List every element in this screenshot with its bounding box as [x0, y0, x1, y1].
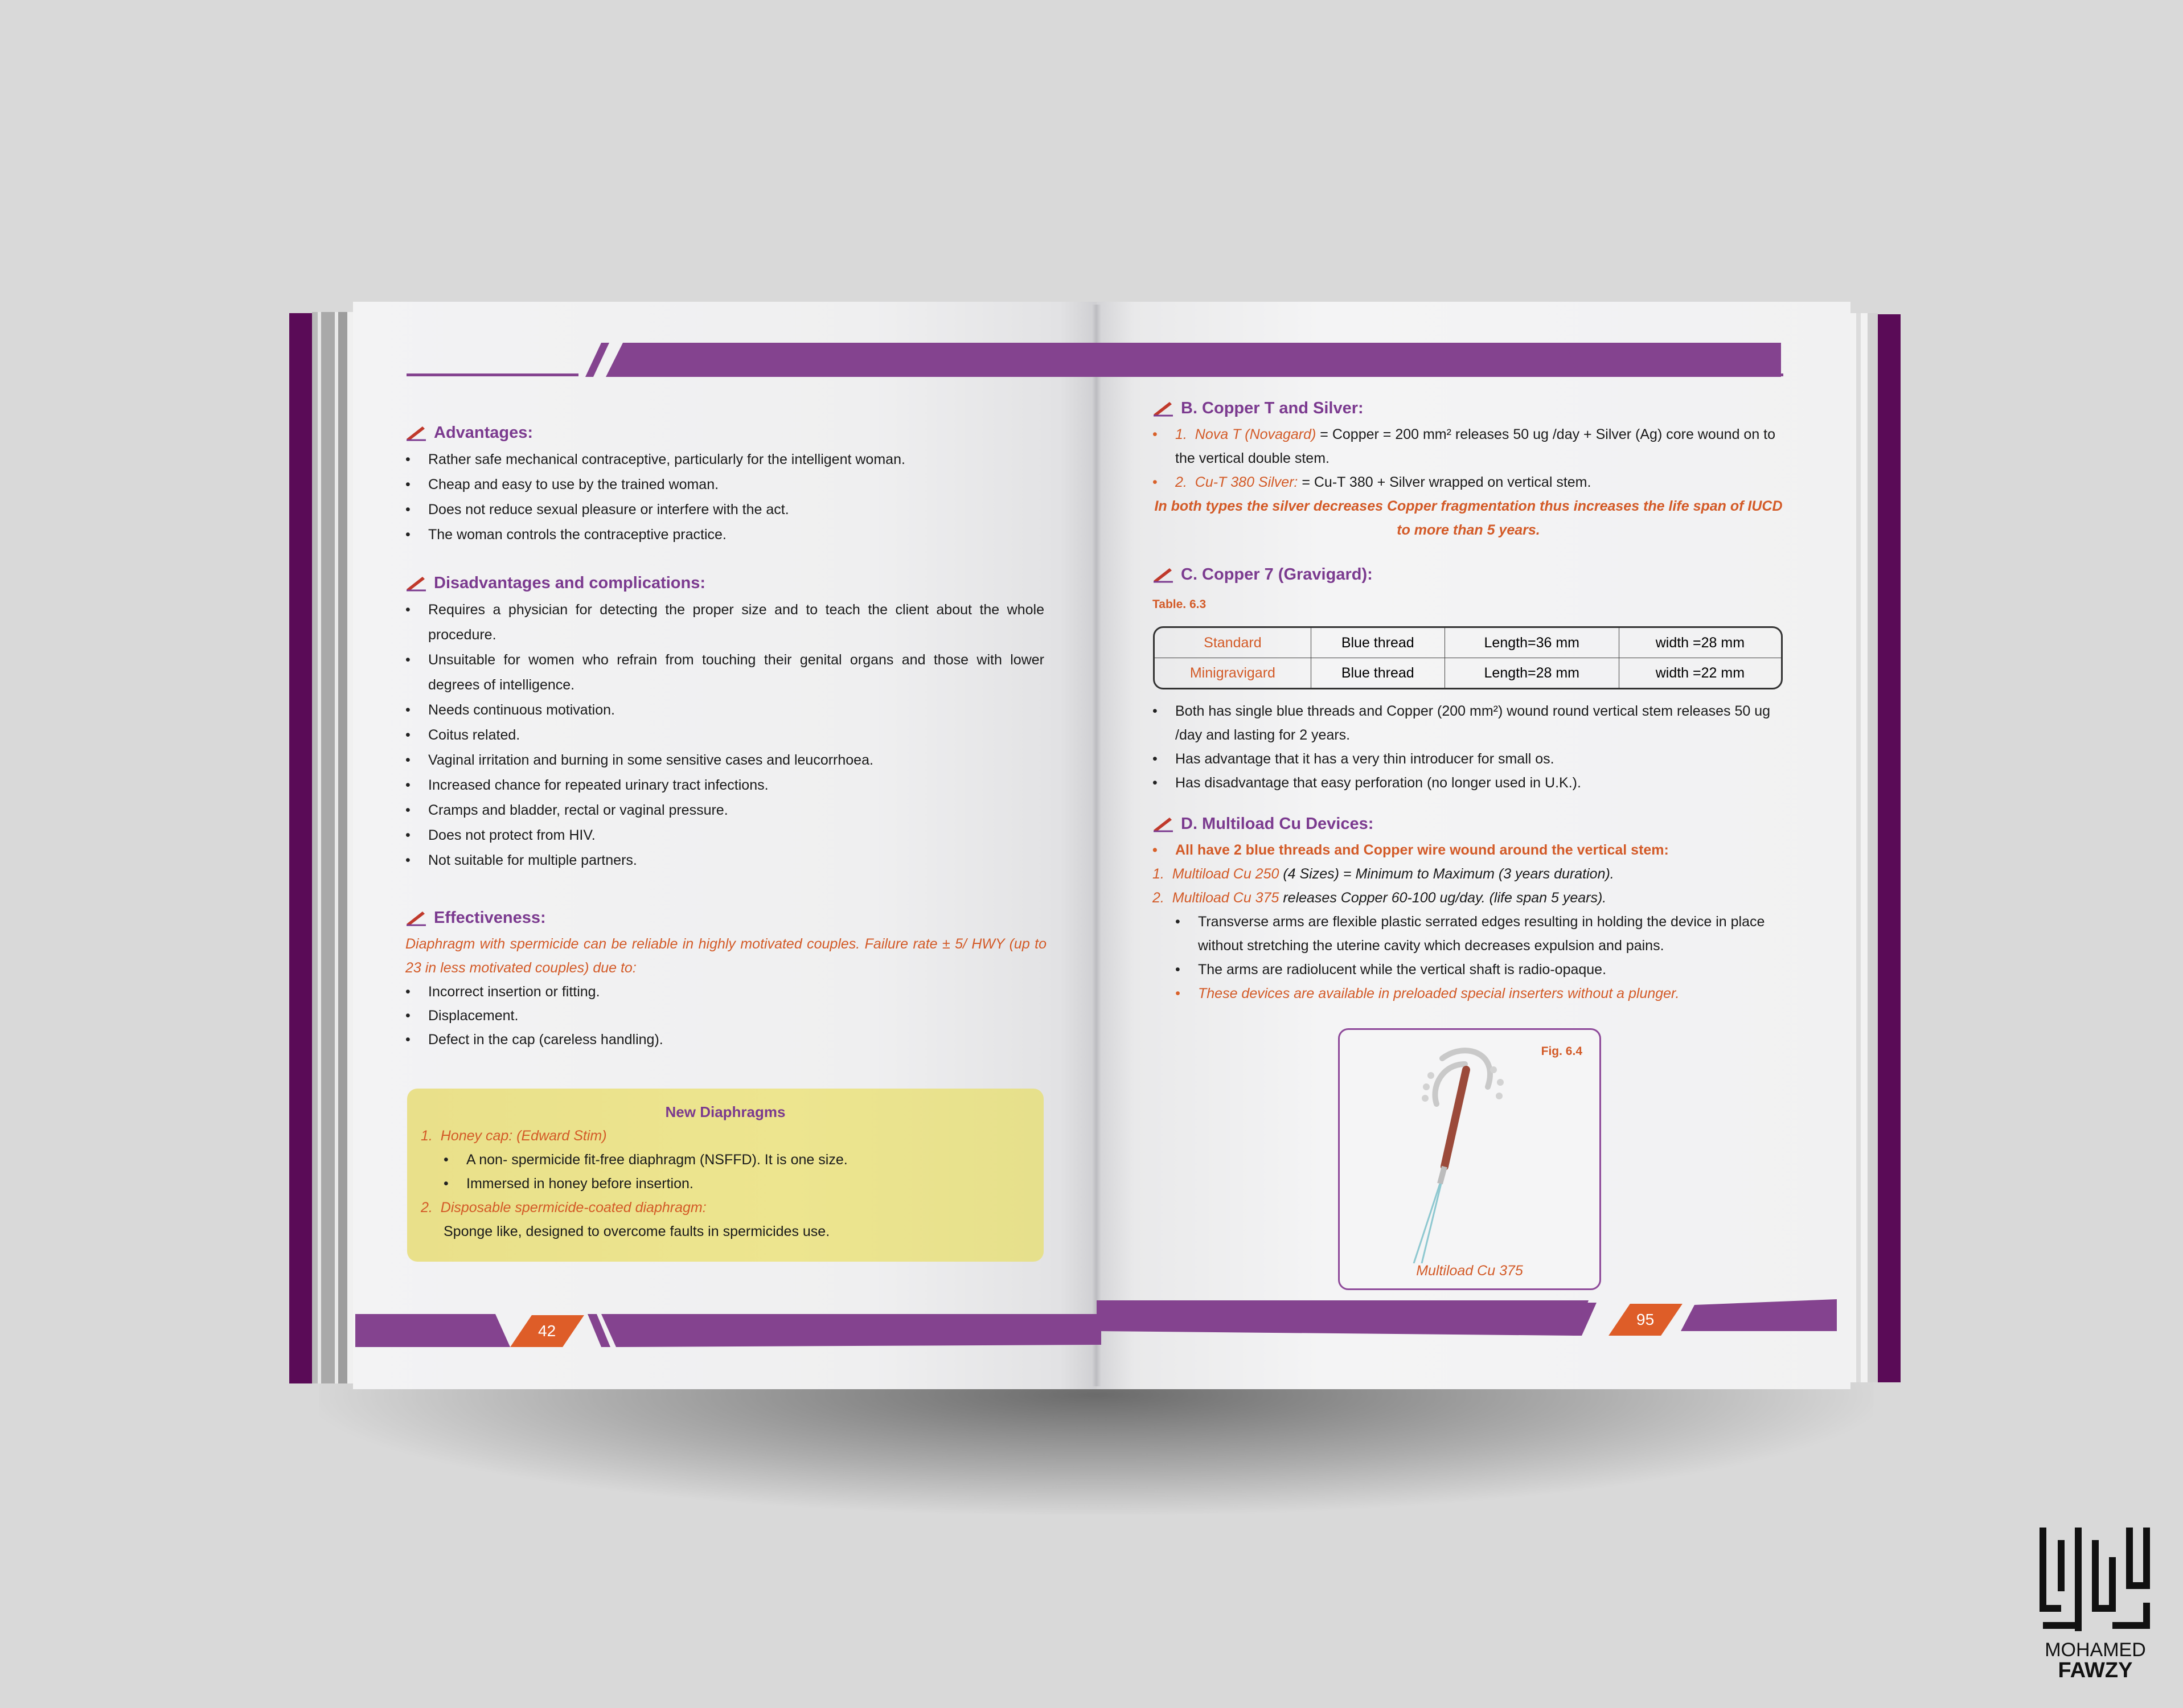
list-item: • All have 2 blue threads and Copper wire wound around the vertical stem: [1152, 838, 1784, 862]
multiload-lead-list [1152, 838, 1784, 862]
logo-name-last: FAWZY [2058, 1658, 2133, 1682]
table-cell: width =22 mm [1655, 664, 1745, 681]
book-cover-left [289, 313, 312, 1383]
disadvantages-section [405, 569, 1044, 873]
list-item: • Cheap and easy to use by the trained woman. [405, 472, 1044, 497]
table-cell: Minigravigard [1155, 658, 1311, 688]
list-item: • Displacement. [405, 1004, 1047, 1028]
multiload-section [1152, 810, 1784, 1005]
multiload-item-2: 2. Multiload Cu 375 releases Copper 60-100 ug/day. (life span 5 years). [1152, 890, 1607, 906]
disadvantages-list [405, 597, 1044, 873]
copper-t-section [1152, 394, 1784, 542]
list-item: • Needs continuous motivation. [405, 697, 1044, 722]
pen-icon [405, 424, 427, 441]
book-cover-right [1878, 314, 1901, 1382]
figure-caption: Multiload Cu 375 [1416, 1263, 1523, 1279]
list-item: • These devices are available in preloaded special inserters without a plunger. [1175, 982, 1784, 1005]
box-title: New Diaphragms [665, 1103, 786, 1120]
author-logo-mark [2038, 1523, 2152, 1637]
copper7-section [1152, 560, 1784, 617]
box-item-1-points [444, 1148, 1030, 1196]
footer-band-right [1097, 1298, 1837, 1338]
header-line-right [1610, 373, 1783, 376]
copper7-heading: C. Copper 7 (Gravigard): [1152, 560, 1784, 589]
page-number-right: 95 [1608, 1304, 1683, 1336]
list-item: • Not suitable for multiple partners. [405, 848, 1044, 873]
footer-band-left [355, 1309, 1101, 1349]
pen-icon [405, 574, 427, 592]
list-item: • Defect in the cap (careless handling). [405, 1028, 1047, 1052]
table-cell: Length=28 mm [1445, 658, 1619, 688]
list-item: • Has advantage that it has a very thin introducer for small os. [1152, 747, 1784, 771]
list-item: • The arms are radiolucent while the vertical shaft is radio-opaque. [1175, 958, 1784, 982]
list-item: • Does not protect from HIV. [405, 823, 1044, 848]
list-item: • The woman controls the contraceptive practice. [405, 522, 1044, 547]
list-item: • Transverse arms are flexible plastic serrated edges resulting in holding the device in place without stretching the uterine cavity which decreases expulsion and pains. [1175, 910, 1784, 958]
box-item-2-text: Sponge like, designed to overcome faults in spermicides use. [444, 1223, 830, 1239]
table-cell: Blue thread [1311, 658, 1445, 688]
pen-icon [1152, 566, 1174, 583]
table-row [1155, 628, 1781, 658]
disadvantages-heading: Disadvantages and complications: [405, 569, 1044, 597]
list-item: • Increased chance for repeated urinary tract infections. [405, 773, 1044, 798]
effectiveness-heading: Effectiveness: [405, 904, 1047, 932]
list-item: • Vaginal irritation and burning in some sensitive cases and leucorrhoea. [405, 748, 1044, 773]
advantages-section [405, 418, 1044, 547]
table-cell: Length=36 mm [1445, 628, 1619, 658]
page-number-left: 42 [510, 1315, 584, 1347]
list-item: • Immersed in honey before insertion. [444, 1172, 1030, 1196]
page-edges-right [1850, 313, 1878, 1382]
copper7-list [1152, 699, 1784, 795]
pen-icon [1152, 815, 1174, 832]
box-item-2: 2. Disposable spermicide-coated diaphragm: [421, 1200, 707, 1216]
list-item: • Unsuitable for women who refrain from touching their genital organs and those with lower degrees of intelligence. [405, 647, 1044, 697]
figure-6-4 [1338, 1028, 1601, 1290]
list-item: • 2. Cu-T 380 Silver: = Cu-T 380 + Silver wrapped on vertical stem. [1152, 470, 1784, 494]
logo-name-first: MOHAMED [2045, 1639, 2146, 1661]
effectiveness-intro: Diaphragm with spermicide can be reliable in highly motivated couples. Failure rate ± 5/ HWY (up to 23 in less motivated couples) due to: [405, 936, 1047, 976]
author-logo [2038, 1523, 2152, 1682]
list-item: • Incorrect insertion or fitting. [405, 980, 1047, 1004]
list-item: • 1. Nova T (Novagard) = Copper = 200 mm² releases 50 ug /day + Silver (Ag) core wound on to the vertical double stem. [1152, 422, 1784, 470]
silver-note: In both types the silver decreases Copper fragmentation thus increases the life span of IUCD to more than 5 years. [1154, 498, 1783, 538]
effectiveness-list [405, 980, 1047, 1052]
copper-t-list [1152, 422, 1784, 494]
iud-device-image [1402, 1041, 1516, 1263]
book-gutter [1092, 305, 1101, 1386]
advantages-heading: Advantages: [405, 418, 1044, 447]
advantages-list [405, 447, 1044, 547]
list-item: • Requires a physician for detecting the proper size and to teach the client about the whole procedure. [405, 597, 1044, 647]
list-item: • A non- spermicide fit-free diaphragm (NSFFD). It is one size. [444, 1148, 1030, 1172]
new-diaphragms-box [407, 1089, 1044, 1262]
header-band-right [1093, 342, 1606, 377]
table-row [1155, 658, 1781, 688]
multiload-heading: D. Multiload Cu Devices: [1152, 810, 1784, 838]
multiload-item-1: 1. Multiload Cu 250 (4 Sizes) = Minimum to Maximum (3 years duration). [1152, 866, 1614, 882]
header-line-left [407, 373, 578, 376]
table-cell: width =28 mm [1619, 628, 1781, 658]
list-item: • Rather safe mechanical contraceptive, particularly for the intelligent woman. [405, 447, 1044, 472]
list-item: • Coitus related. [405, 722, 1044, 748]
table-label: Table. 6.3 [1152, 598, 1207, 611]
effectiveness-section [405, 904, 1047, 1052]
table-cell: Blue thread [1311, 628, 1445, 658]
pen-icon [1152, 400, 1174, 417]
box-item-1: 1. Honey cap: (Edward Stim) [421, 1128, 607, 1144]
list-item: • Cramps and bladder, rectal or vaginal pressure. [405, 798, 1044, 823]
copper7-notes [1152, 699, 1784, 795]
table-cell: Standard [1155, 628, 1311, 658]
list-item: • Has disadvantage that easy perforation (no longer used in U.K.). [1152, 771, 1784, 795]
pen-icon [405, 909, 427, 926]
page-edges-left [312, 312, 356, 1383]
figure-label: Fig. 6.4 [1541, 1045, 1582, 1058]
multiload-points [1175, 910, 1784, 1005]
copper7-table [1153, 626, 1783, 689]
list-item: • Both has single blue threads and Copper (200 mm²) wound round vertical stem releases 50 ug /day and lasting for 2 years. [1152, 699, 1784, 747]
copper-t-heading: B. Copper T and Silver: [1152, 394, 1784, 422]
list-item: • Does not reduce sexual pleasure or interfere with the act. [405, 497, 1044, 522]
